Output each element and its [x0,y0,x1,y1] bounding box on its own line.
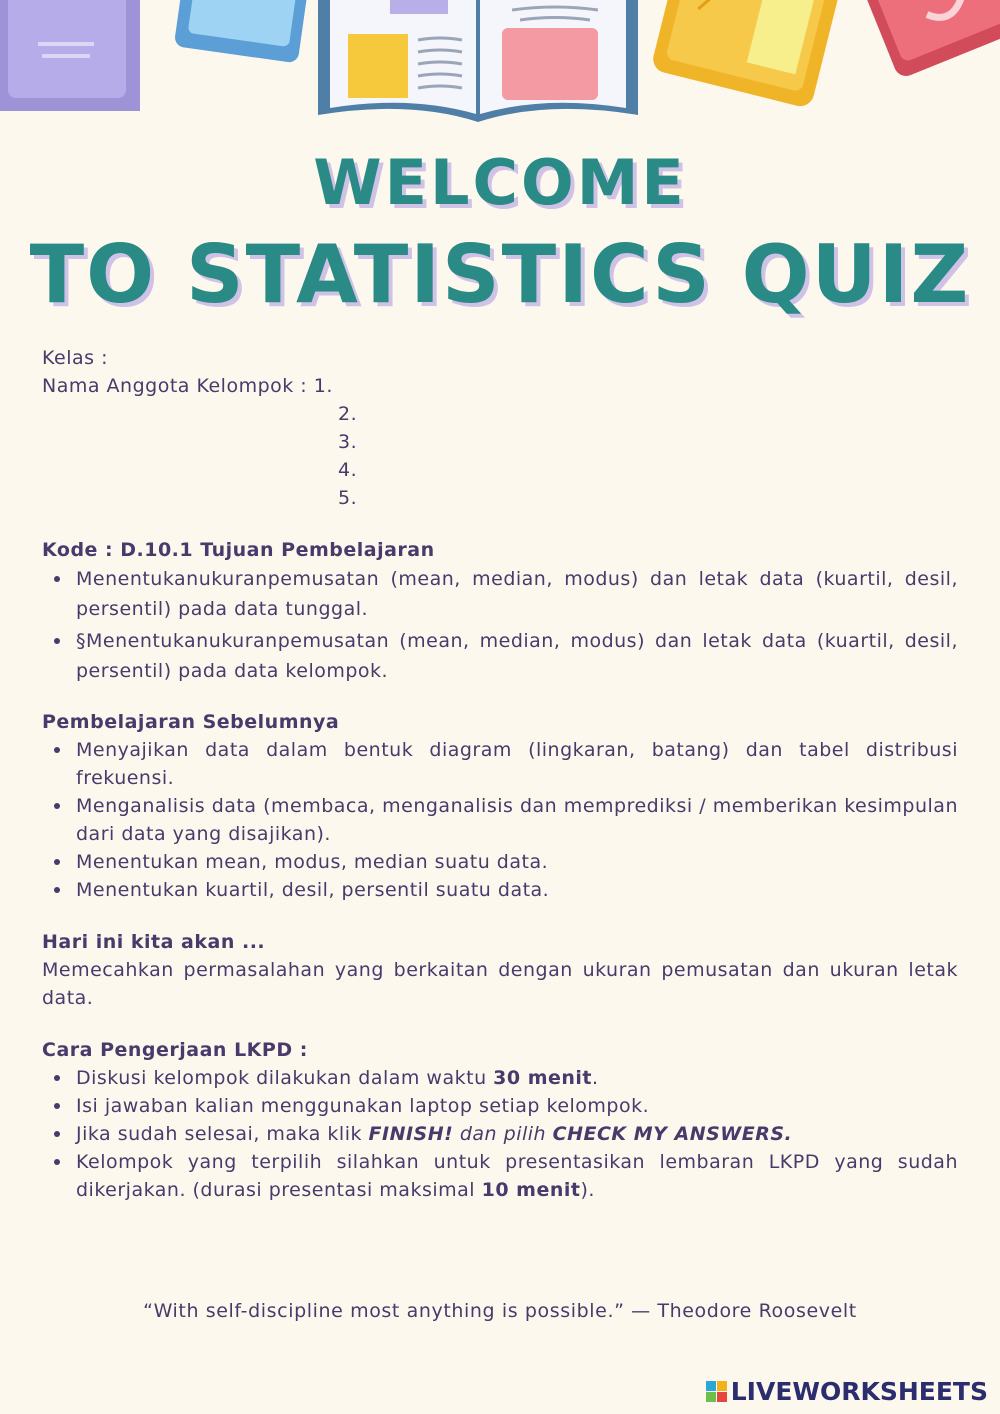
list-item: §Menentukanukuranpemusatan (mean, median, modus) dan letak data (kuartil, desil, persentil) pada data kelompok. [42,626,958,686]
purple-book-icon [0,0,140,111]
member-number: 2. [338,403,358,425]
list-item: Menentukan mean, modus, median suatu data. [42,848,958,876]
bullet-icon [54,887,60,893]
welcome-heading: WELCOME [313,146,687,219]
nama-anggota-row [42,372,958,400]
hari-ini-heading: Hari ini kita akan ... [42,931,266,953]
quote: “With self-discipline most anything is possible.” — Theodore Roosevelt [143,1300,857,1322]
member-number: 1. [313,375,333,397]
list-item: Menganalisis data (membaca, menganalisis dan memprediksi / memberikan kesimpulan dari data yang disajikan). [42,792,958,848]
nama-anggota-label: Nama Anggota Kelompok : [42,375,314,397]
hari-ini-text: Memecahkan permasalahan yang berkaitan dengan ukuran pemusatan dan ukuran letak data. [42,959,958,1009]
books-illustration [0,0,1000,140]
list-item: Menyajikan data dalam bentuk diagram (lingkaran, batang) dan tabel distribusi frekuensi. [42,736,958,792]
member-number: 3. [338,431,358,453]
worksheet-content [42,344,958,1204]
kelas-label: Kelas : [42,347,108,369]
brand-name: LIVEWORKSHEETS [730,1376,988,1406]
yellow-book-icon [650,0,844,109]
cara-heading: Cara Pengerjaan LKPD : [42,1039,308,1061]
bullet-icon [54,803,60,809]
red-book-icon [858,0,1000,80]
blue-book-icon [174,0,311,63]
tujuan-list [42,564,958,686]
bullet-icon [54,859,60,865]
tujuan-heading: Kode : D.10.1 Tujuan Pembelajaran [42,539,435,561]
page-title: TO STATISTICS QUIZ [29,228,971,321]
open-book-icon [318,0,638,122]
bullet-icon [54,576,60,582]
liveworksheets-logo-icon [706,1381,727,1402]
list-item: Menentukan kuartil, desil, persentil suatu data. [42,876,958,904]
cara-list [42,1064,958,1204]
liveworksheets-brand[interactable] [706,1376,988,1406]
sebelumnya-heading: Pembelajaran Sebelumnya [42,711,340,733]
member-number: 4. [338,459,358,481]
bullet-icon [54,1103,60,1109]
list-item: Diskusi kelompok dilakukan dalam waktu 30 menit. [42,1064,958,1092]
list-item: Menentukanukuranpemusatan (mean, median, modus) dan letak data (kuartil, desil, persentil) pada data tunggal. [42,564,958,624]
list-item: Kelompok yang terpilih silahkan untuk presentasikan lembaran LKPD yang sudah dikerjakan. (durasi presentasi maksimal 10 menit). [42,1148,958,1204]
sebelumnya-list [42,736,958,904]
bullet-icon [54,1131,60,1137]
bullet-icon [54,1159,60,1165]
bullet-icon [54,747,60,753]
list-item: Isi jawaban kalian menggunakan laptop setiap kelompok. [42,1092,958,1120]
bullet-icon [54,1075,60,1081]
list-item: Jika sudah selesai, maka klik FINISH! dan pilih CHECK MY ANSWERS. [42,1120,958,1148]
bullet-icon [54,638,60,644]
member-number: 5. [338,487,358,509]
